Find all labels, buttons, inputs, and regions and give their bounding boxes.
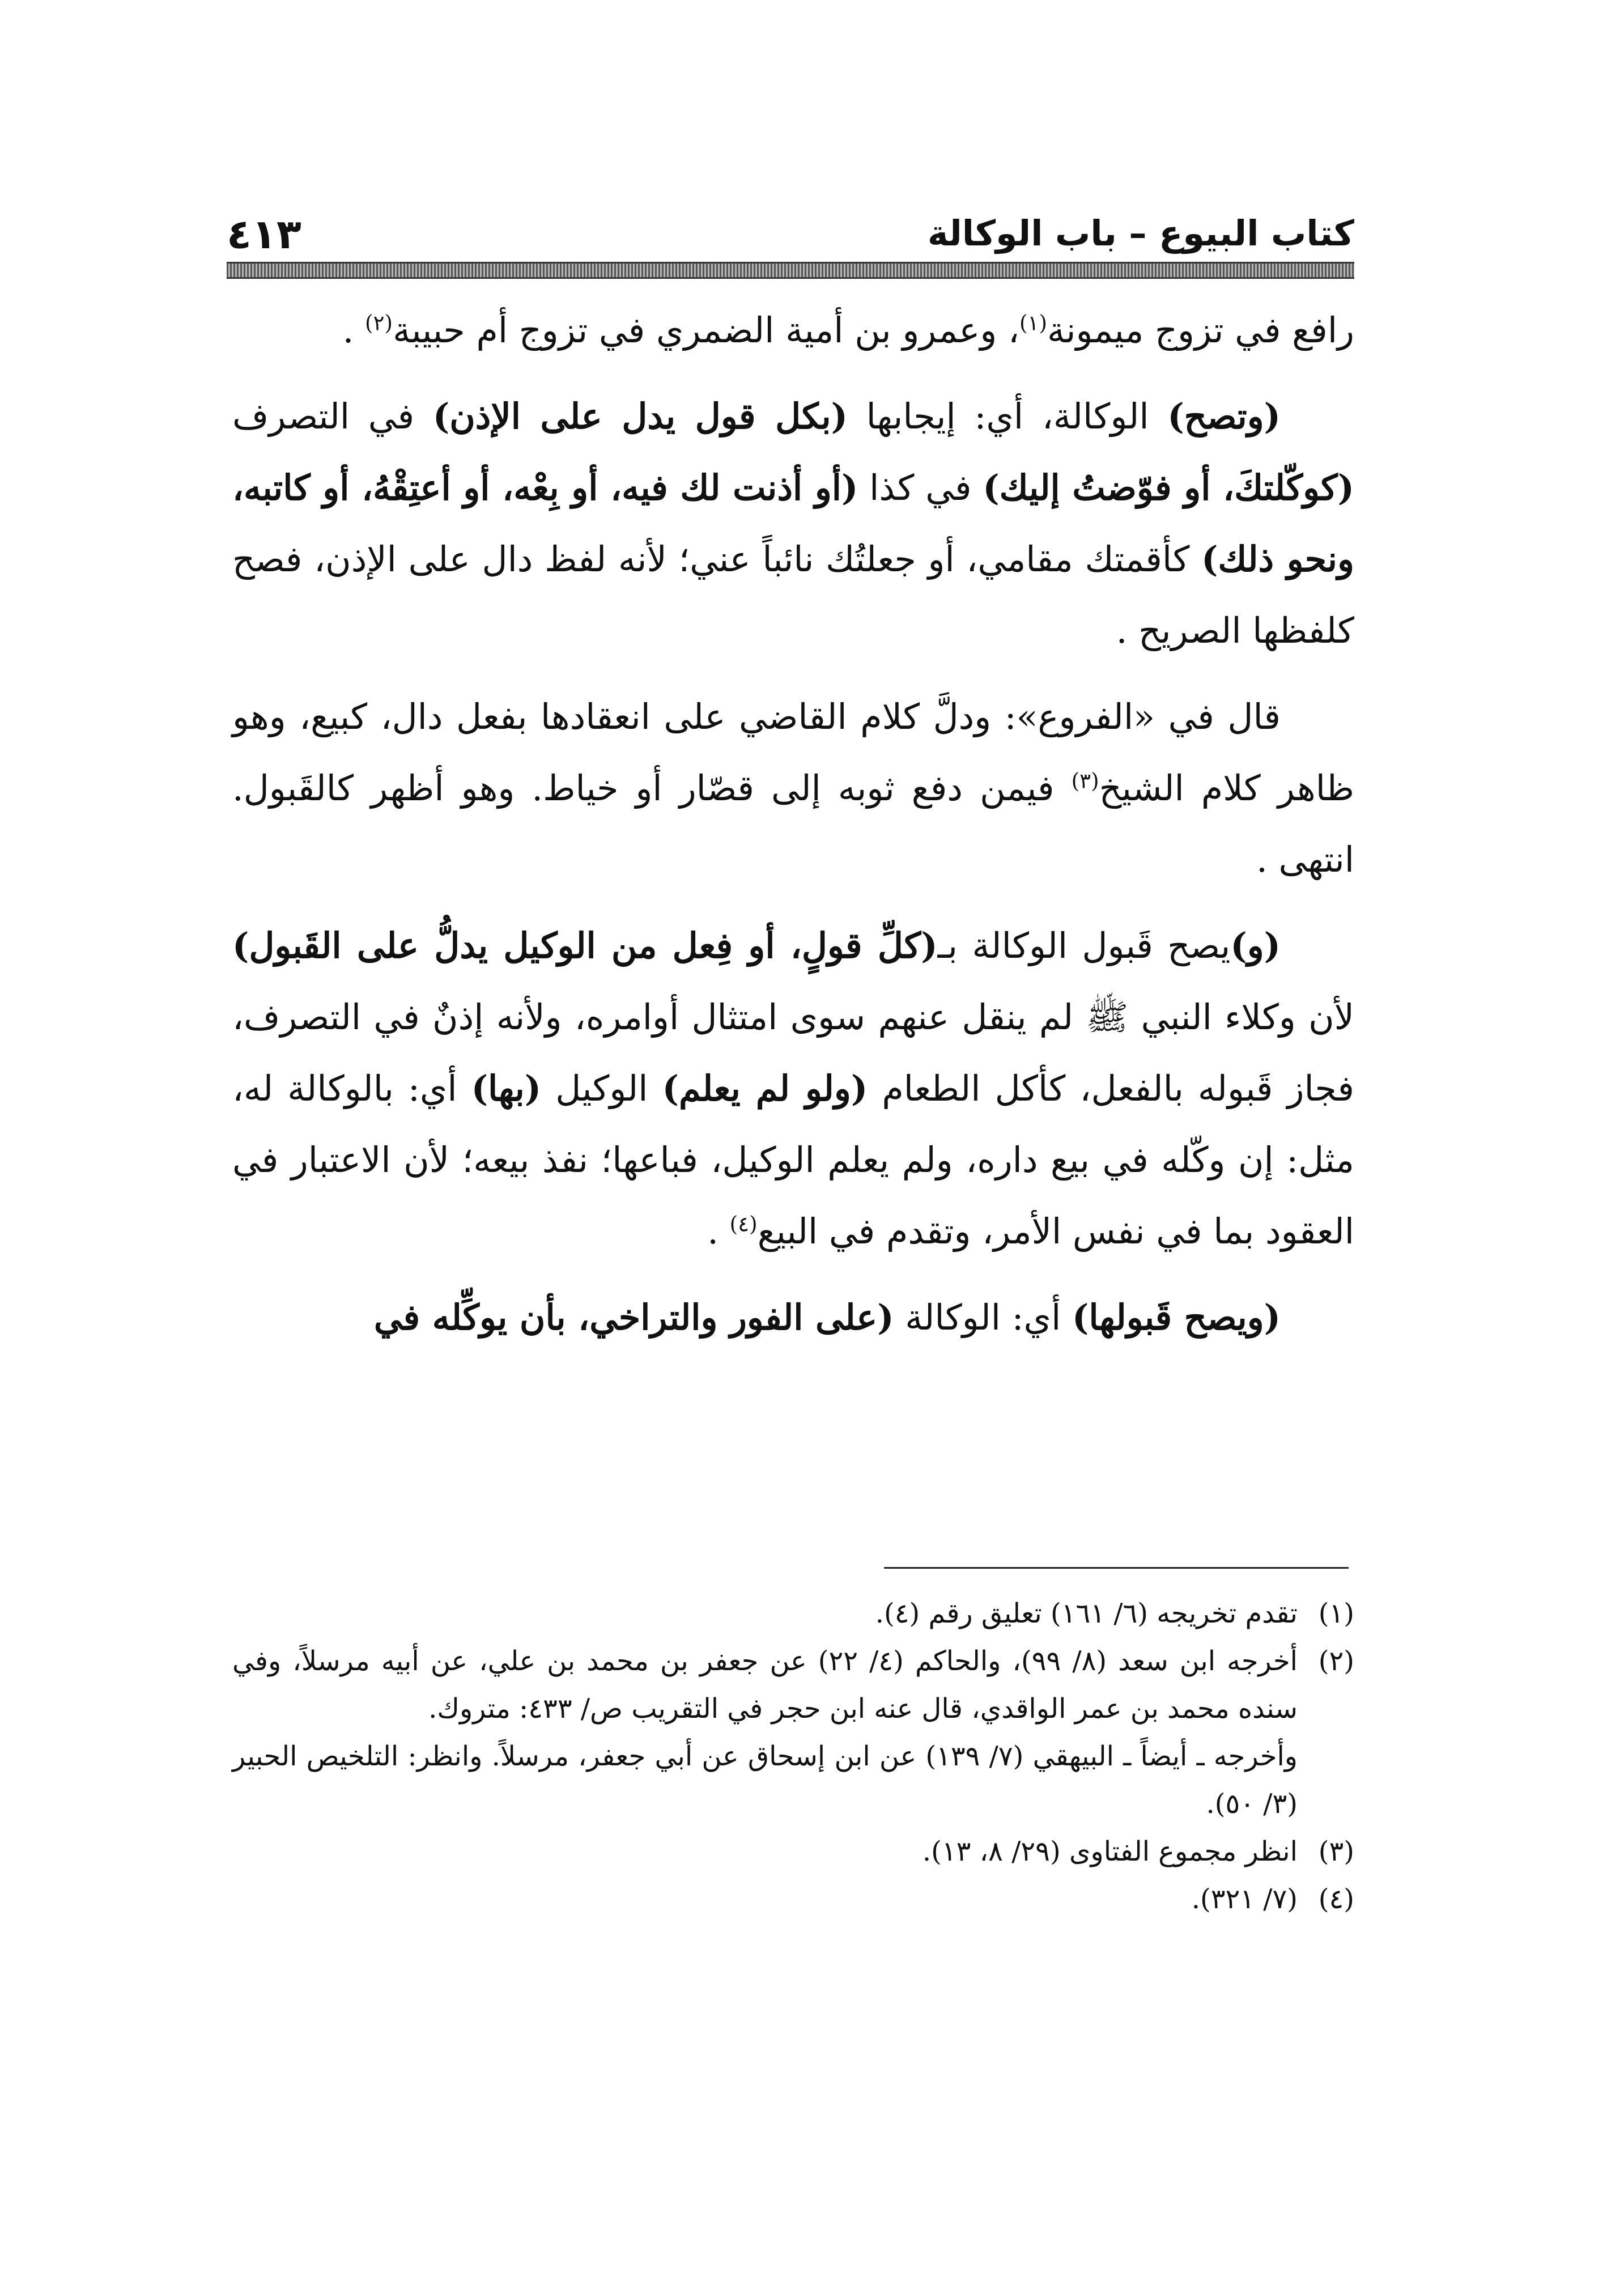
footnote-ref-3: (٣) xyxy=(1071,768,1099,793)
running-header xyxy=(227,196,1354,258)
footnote-2-continued xyxy=(232,1733,1354,1828)
text: الوكالة، أي: إيجابها xyxy=(847,396,1168,437)
text: الوكيل xyxy=(541,1068,662,1109)
text: فيمن دفع ثوبه إلى قصّار أو خياط. وهو أظهر كالقَبول. انتهى . xyxy=(232,767,1354,880)
paragraph-2 xyxy=(232,381,1354,666)
matn-text: (على الفور والتراخي، بأن يوكِّله في xyxy=(373,1297,894,1338)
footnote-text: (٧/ ٣٢١). xyxy=(1191,1883,1298,1915)
text: لأن وكلاء النبي ﷺ لم ينقل عنهم سوى امتثال أوامره، ولأنه إذنٌ في التصرف، فجاز قَبوله بالفعل، كأكل الطعام xyxy=(232,996,1355,1109)
text: كأقمتك مقامي، أو جعلتُك نائباً عني؛ لأنه لفظ دال على الإذن، فصح كلفظها الصريح . xyxy=(232,538,1354,651)
matn-text: (ولو لم يعلم) xyxy=(662,1068,868,1109)
footnote-number: (٤) xyxy=(1318,1883,1354,1915)
text: ، وعمرو بن أمية الضمري في تزوج أم حبيبة xyxy=(393,309,1020,351)
matn-text: (أو أذنت لك فيه، أو بِعْه، أو أعتِقْهُ، أو كاتبه، ونحو ذلك) xyxy=(232,467,1354,580)
matn-text: (بها) xyxy=(471,1068,542,1109)
text: في كذا xyxy=(858,467,983,508)
text: يصح قَبول الوكالة بـ xyxy=(937,925,1231,966)
footnote-number: (٢) xyxy=(1318,1645,1354,1677)
matn-text: (وتصح) xyxy=(1167,396,1281,437)
text: رافع في تزوج ميمونة xyxy=(1047,309,1354,351)
footnote-ref-1: (١) xyxy=(1019,310,1048,336)
matn-text: (كلِّ قولٍ، أو فِعل من الوكيل يدلُّ على القَبول) xyxy=(232,925,938,966)
footnote-text: أخرجه ابن سعد (٨/ ٩٩)، والحاكم (٤/ ٢٢) عن جعفر بن محمد بن علي، عن أبيه مرسلاً، وفي سنده محمد بن عمر الواقدي، قال عنه ابن حجر في التقريب ص/ ٤٣٣: متروك. xyxy=(232,1645,1298,1725)
paragraph-1 xyxy=(232,295,1354,366)
text: . xyxy=(342,309,365,351)
footnote-2 xyxy=(232,1637,1354,1733)
footnote-text: تقدم تخريجه (٦/ ١٦١) تعليق رقم (٤). xyxy=(875,1598,1298,1629)
footnote-text: انظر مجموع الفتاوى (٢٩/ ٨، ١٣). xyxy=(922,1836,1298,1867)
footnote-1 xyxy=(232,1590,1354,1637)
text: أي: الوكالة xyxy=(894,1297,1073,1338)
footnote-number: (٣) xyxy=(1318,1836,1354,1867)
footnote-number: (١) xyxy=(1318,1598,1354,1629)
text: أي: بالوكالة له، مثل: إن وكّله في بيع داره، ولم يعلم الوكيل، فباعها؛ نفذ بيعه؛ لأن الاعتبار في العقود بما في نفس الأمر، وتقدم في البيع xyxy=(232,1068,1354,1252)
text: . xyxy=(707,1211,730,1252)
paragraph-4 xyxy=(232,910,1354,1267)
paragraph-5 xyxy=(232,1282,1354,1353)
matn-text: (و) xyxy=(1230,925,1281,966)
matn-text: (ويصح قَبولها) xyxy=(1072,1297,1281,1338)
main-text xyxy=(232,295,1354,1353)
footnotes xyxy=(232,1590,1354,1923)
page-number: ٤١٣ xyxy=(227,210,301,258)
footnote-4 xyxy=(232,1875,1354,1923)
text: في التصرف xyxy=(232,396,433,437)
paragraph-3 xyxy=(232,681,1354,895)
text: قال في «الفروع»: ودلَّ كلام القاضي على انعقادها بفعل دال، كبيع، وهو ظاهر كلام الشيخ xyxy=(232,696,1354,809)
footnote-text: وأخرجه ـ أيضاً ـ البيهقي (٧/ ١٣٩) عن ابن إسحاق عن أبي جعفر، مرسلاً. وانظر: التلخيص الحبير (٣/ ٥٠). xyxy=(232,1740,1298,1820)
footnote-ref-4: (٤) xyxy=(729,1211,758,1237)
running-title: كتاب البيوع – باب الوكالة xyxy=(927,213,1354,254)
matn-text: (كوكّلتكَ، أو فوّضتُ إليك) xyxy=(983,467,1354,508)
header-rule xyxy=(227,262,1354,279)
footnote-separator xyxy=(884,1567,1349,1569)
matn-text: (بكل قول يدل على الإذن) xyxy=(432,396,848,437)
footnote-ref-2: (٢) xyxy=(365,310,393,336)
footnote-3 xyxy=(232,1828,1354,1875)
